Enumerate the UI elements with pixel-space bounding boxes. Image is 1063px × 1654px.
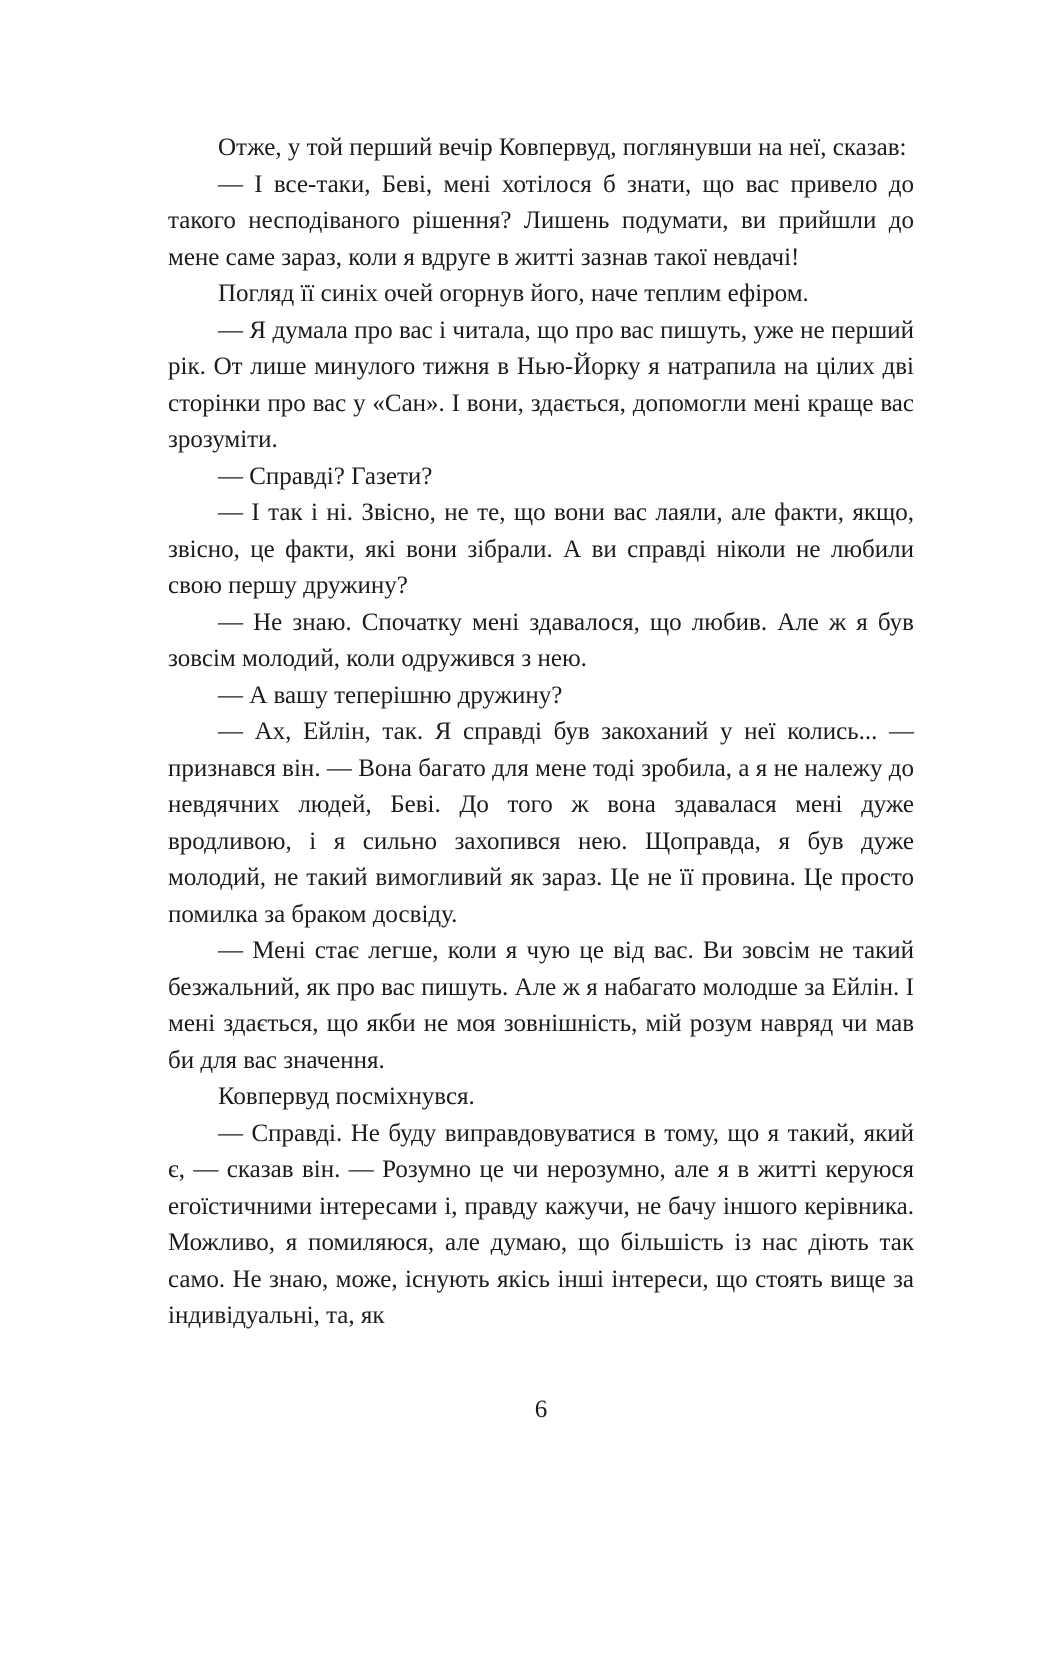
paragraph: — Я думала про вас і читала, що про вас пишуть, уже не перший рік. От лише минулого тижня в Нью-Йорку я натрапила на цілих дві сторінки про вас у «Сан». І вони, здається, допомогли мені краще вас зрозуміти. [168, 316, 914, 453]
page-number: 6 [534, 1396, 548, 1423]
paragraph: — Не знаю. Спочатку мені здавалося, що любив. Але ж я був зовсім молодий, коли одружився з нею. [168, 608, 914, 672]
paragraph: Отже, у той перший вечір Ковпервуд, поглянувши на неї, сказав: [218, 134, 907, 161]
paragraph: Ковпервуд посміхнувся. [218, 1083, 475, 1110]
paragraph: — Ах, Ейлін, так. Я справді був закоханий у неї колись... — признався він. — Вона багато для мене тоді зробила, а я не належу до невдячних людей, Беві. До того ж вона здавалася мені дуже вродливою, і я сильно захопився нею. Щоправда, я був дуже молодий, не такий вимогливий як зараз. Це не її провина. Це просто помилка за браком досвіду. [168, 718, 914, 928]
paragraph: — Справді. Не буду виправдовуватися в тому, що я такий, який є, — сказав він. — Розумно це чи нерозумно, але я в житті керуюся егоїстичними інтересами і, правду кажучи, не бачу іншого керівника. Можливо, я помиляюся, але думаю, що більшість із нас діють так само. Не знаю, може, існують якісь інші інтереси, що стоять вище за індивідуальні, та, як [168, 1119, 914, 1329]
body-text [168, 130, 914, 1335]
paragraph: — Справді? Газети? [218, 462, 433, 490]
paragraph: — Мені стає легше, коли я чую це від вас. Ви зовсім не такий безжальний, як про вас пишуть. Але ж я набагато молодше за Ейлін. І мені здається, що якби не моя зовнішність, мій розум навряд чи мав би для вас значення. [168, 937, 914, 1074]
paragraph: — А вашу теперішню дружину? [218, 681, 563, 709]
paragraph: — І все-таки, Беві, мені хотілося б знати, що вас привело до такого несподіваного рішення? Лишень подумати, ви прийшли до мене саме зараз, коли я вдруге в житті зазнав такої невдачі! [168, 170, 914, 271]
paragraph: Погляд її синіх очей огорнув його, наче теплим ефіром. [218, 280, 809, 307]
paragraph: — І так і ні. Звісно, не те, що вони вас лаяли, але факти, якщо, звісно, це факти, які вони зібрали. А ви справді ніколи не любили свою першу дружину? [168, 499, 914, 599]
